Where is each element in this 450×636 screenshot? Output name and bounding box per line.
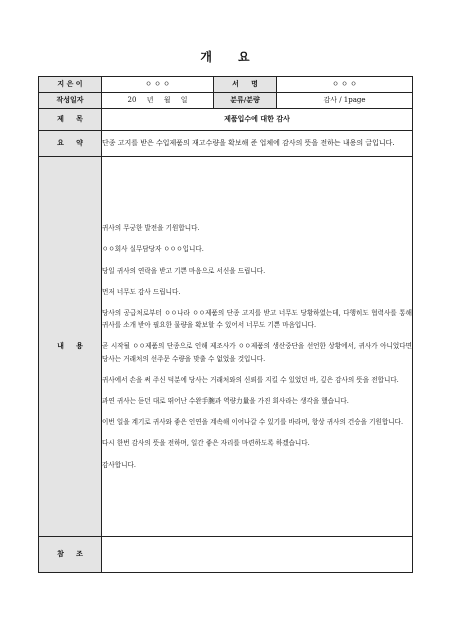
content-paragraph: ㅇㅇ회사 실무담당자 ㅇㅇㅇ입니다.	[102, 245, 204, 254]
reference-label: 참 조	[39, 537, 102, 573]
date-label: 작성일자	[39, 93, 102, 109]
subject-value[interactable]: 제품입수에 대한 감사	[102, 109, 413, 131]
category-label: 분류/분량	[214, 93, 277, 109]
content-paragraph: 귀사에서 손을 써 주신 덕분에 당사는 거래처와의 신뢰를 지킬 수 있었던 바, 깊은 감사의 뜻을 전합니다.	[102, 375, 399, 384]
content-paragraph: 다시 한번 감사의 뜻을 전하며, 일간 좋은 자리를 마련하도록 하겠습니다.	[102, 439, 310, 448]
date-value[interactable]	[102, 93, 214, 109]
subject-label: 제 목	[39, 109, 102, 131]
content-paragraph: 이번 일을 계기로 귀사와 좋은 인연을 계속해 이어나갈 수 있기를 바라며, 항상 귀사의 건승을 기원합니다.	[102, 418, 404, 427]
date-year: 20	[127, 96, 137, 105]
content-paragraph: 귀사의 무궁한 발전을 기원합니다.	[102, 224, 200, 233]
content-label: 내 용	[39, 157, 102, 537]
document-title-left: 개	[200, 50, 212, 64]
author-value[interactable]: ㅇ ㅇ ㅇ	[102, 77, 214, 93]
content-paragraph: 당사의 공급처로부터 ㅇㅇ나라 ㅇㅇ제품의 단종 고지를 받고 너무도 당황하였는데, 다행히도 협력사를 통해 귀사를 소개 받아 필요한 물량을 확보할 수 있어서 너무도 기쁜 마음입니다.	[102, 308, 412, 330]
summary-label: 요 약	[39, 131, 102, 157]
document-title	[0, 48, 450, 65]
author-label: 지 은 이	[39, 77, 102, 93]
summary-form	[38, 76, 413, 573]
content-paragraph: 먼저 너무도 감사 드립니다.	[102, 287, 181, 296]
category-value[interactable]: 감사 / 1page	[277, 93, 413, 109]
reference-value[interactable]	[102, 537, 413, 573]
summary-value[interactable]: 단종 고지를 받은 수입제품의 재고수량을 확보해 준 업체에 감사의 뜻을 전하는 내용의 글입니다.	[102, 131, 413, 157]
date-month-unit: 월	[163, 96, 171, 105]
date-day-unit: 일	[180, 96, 188, 105]
document-title-right: 요	[238, 50, 250, 64]
content-paragraph: 당일 귀사의 연락을 받고 기쁜 마음으로 서신을 드립니다.	[102, 266, 266, 275]
content-body[interactable]	[102, 157, 413, 537]
content-paragraph: 과연 귀사는 듣던 대로 뛰어난 수완手腕과 역량力量을 가진 회사라는 생각을 했습니다.	[102, 397, 349, 405]
content-paragraph: 곧 시작될 ㅇㅇ제품의 단종으로 인해 제조사가 ㅇㅇ제품의 생산중단을 선언한 상황에서, 귀사가 아니었다면 당사는 거래처의 선주문 수량을 맞출 수 없었을 것입니다.	[102, 342, 412, 363]
reviewer-value[interactable]: ㅇ ㅇ ㅇ	[277, 77, 413, 93]
reviewer-label: 서 명	[214, 77, 277, 93]
content-paragraph: 감사합니다.	[102, 460, 136, 469]
date-year-unit: 년	[146, 96, 154, 105]
